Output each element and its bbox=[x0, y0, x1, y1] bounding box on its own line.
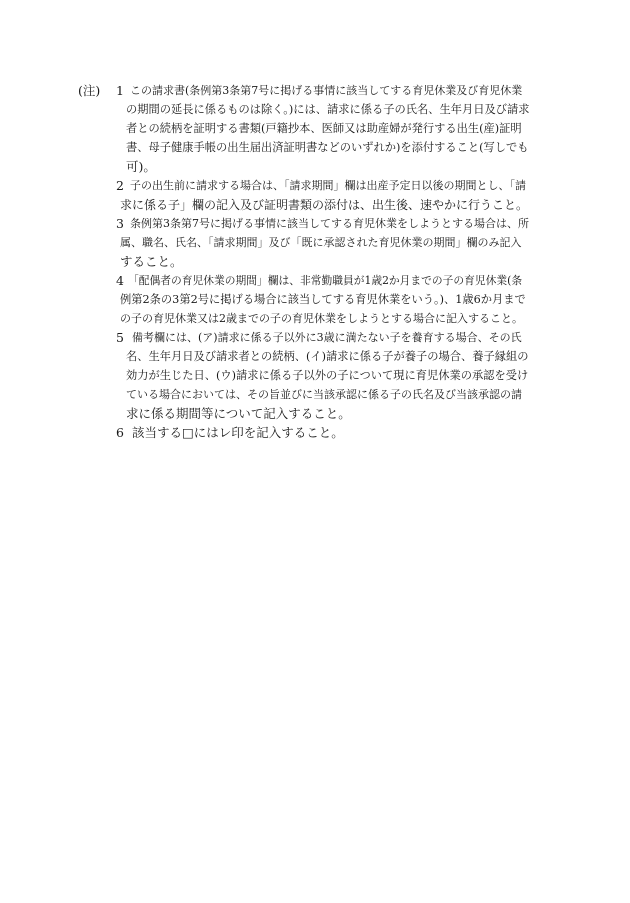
note-line: すること。 bbox=[120, 254, 183, 269]
note-line: 該当する□にはレ印を記入すること。 bbox=[132, 425, 344, 440]
note-line: 条例第3条第7号に掲げる事情に該当してする育児休業をしようとする場合は、所 bbox=[130, 217, 529, 230]
note-line: 名、生年月日及び請求者との続柄、(イ)請求に係る子が養子の場合、養子縁組の bbox=[126, 350, 529, 363]
note-line: 子の出生前に請求する場合は、「請求期間」欄は出産予定日以後の期間とし、「請 bbox=[130, 179, 526, 192]
note-line: 求に係る期間等について記入すること。 bbox=[126, 406, 351, 421]
note-number: 4 bbox=[116, 273, 124, 288]
note-line: 効力が生じた日、(ウ)請求に係る子以外の子について現に育児休業の承認を受け bbox=[126, 369, 529, 382]
note-number: 5 bbox=[116, 330, 124, 345]
note-line: 「配偶者の育児休業の期間」欄は、非常勤職員が1歳2か月までの子の育児休業(条 bbox=[128, 274, 523, 287]
note-line: 属、職名、氏名、「請求期間」及び「既に承認された育児休業の期間」欄のみ記入 bbox=[120, 236, 522, 249]
note-number: 3 bbox=[116, 216, 124, 231]
note-line: 例第2条の3第2号に掲げる場合に該当してする育児休業をいう。)、1歳6か月まで bbox=[120, 293, 526, 306]
note-line: この請求書(条例第3条第7号に掲げる事情に該当してする育児休業及び育児休業 bbox=[130, 84, 523, 97]
note-line: 者との続柄を証明する書類(戸籍抄本、医師又は助産婦が発行する出生(産)証明 bbox=[126, 122, 522, 135]
note-number: 2 bbox=[116, 178, 124, 193]
note-line: の期間の延長に係るものは除く。)には、請求に係る子の氏名、生年月日及び請求 bbox=[126, 103, 530, 116]
note-line: 求に係る子」欄の記入及び証明書類の添付は、出生後、速やかに行うこと。 bbox=[120, 198, 529, 212]
notes-label: (注) bbox=[78, 83, 101, 98]
note-line: ている場合においては、その旨並びに当該承認に係る子の氏名及び当該承認の請 bbox=[126, 388, 522, 401]
note-number: 1 bbox=[116, 83, 124, 98]
note-line: 可)。 bbox=[126, 159, 156, 174]
note-line: 書、母子健康手帳の出生届出済証明書などのいずれか)を添付すること(写しでも bbox=[126, 141, 529, 154]
note-line: 備考欄には、(ア)請求に係る子以外に3歳に満たない子を養育する場合、その氏 bbox=[132, 331, 522, 344]
note-number: 6 bbox=[116, 425, 124, 440]
note-line: の子の育児休業又は2歳までの子の育児休業をしようとする場合に記入すること。 bbox=[120, 312, 523, 325]
